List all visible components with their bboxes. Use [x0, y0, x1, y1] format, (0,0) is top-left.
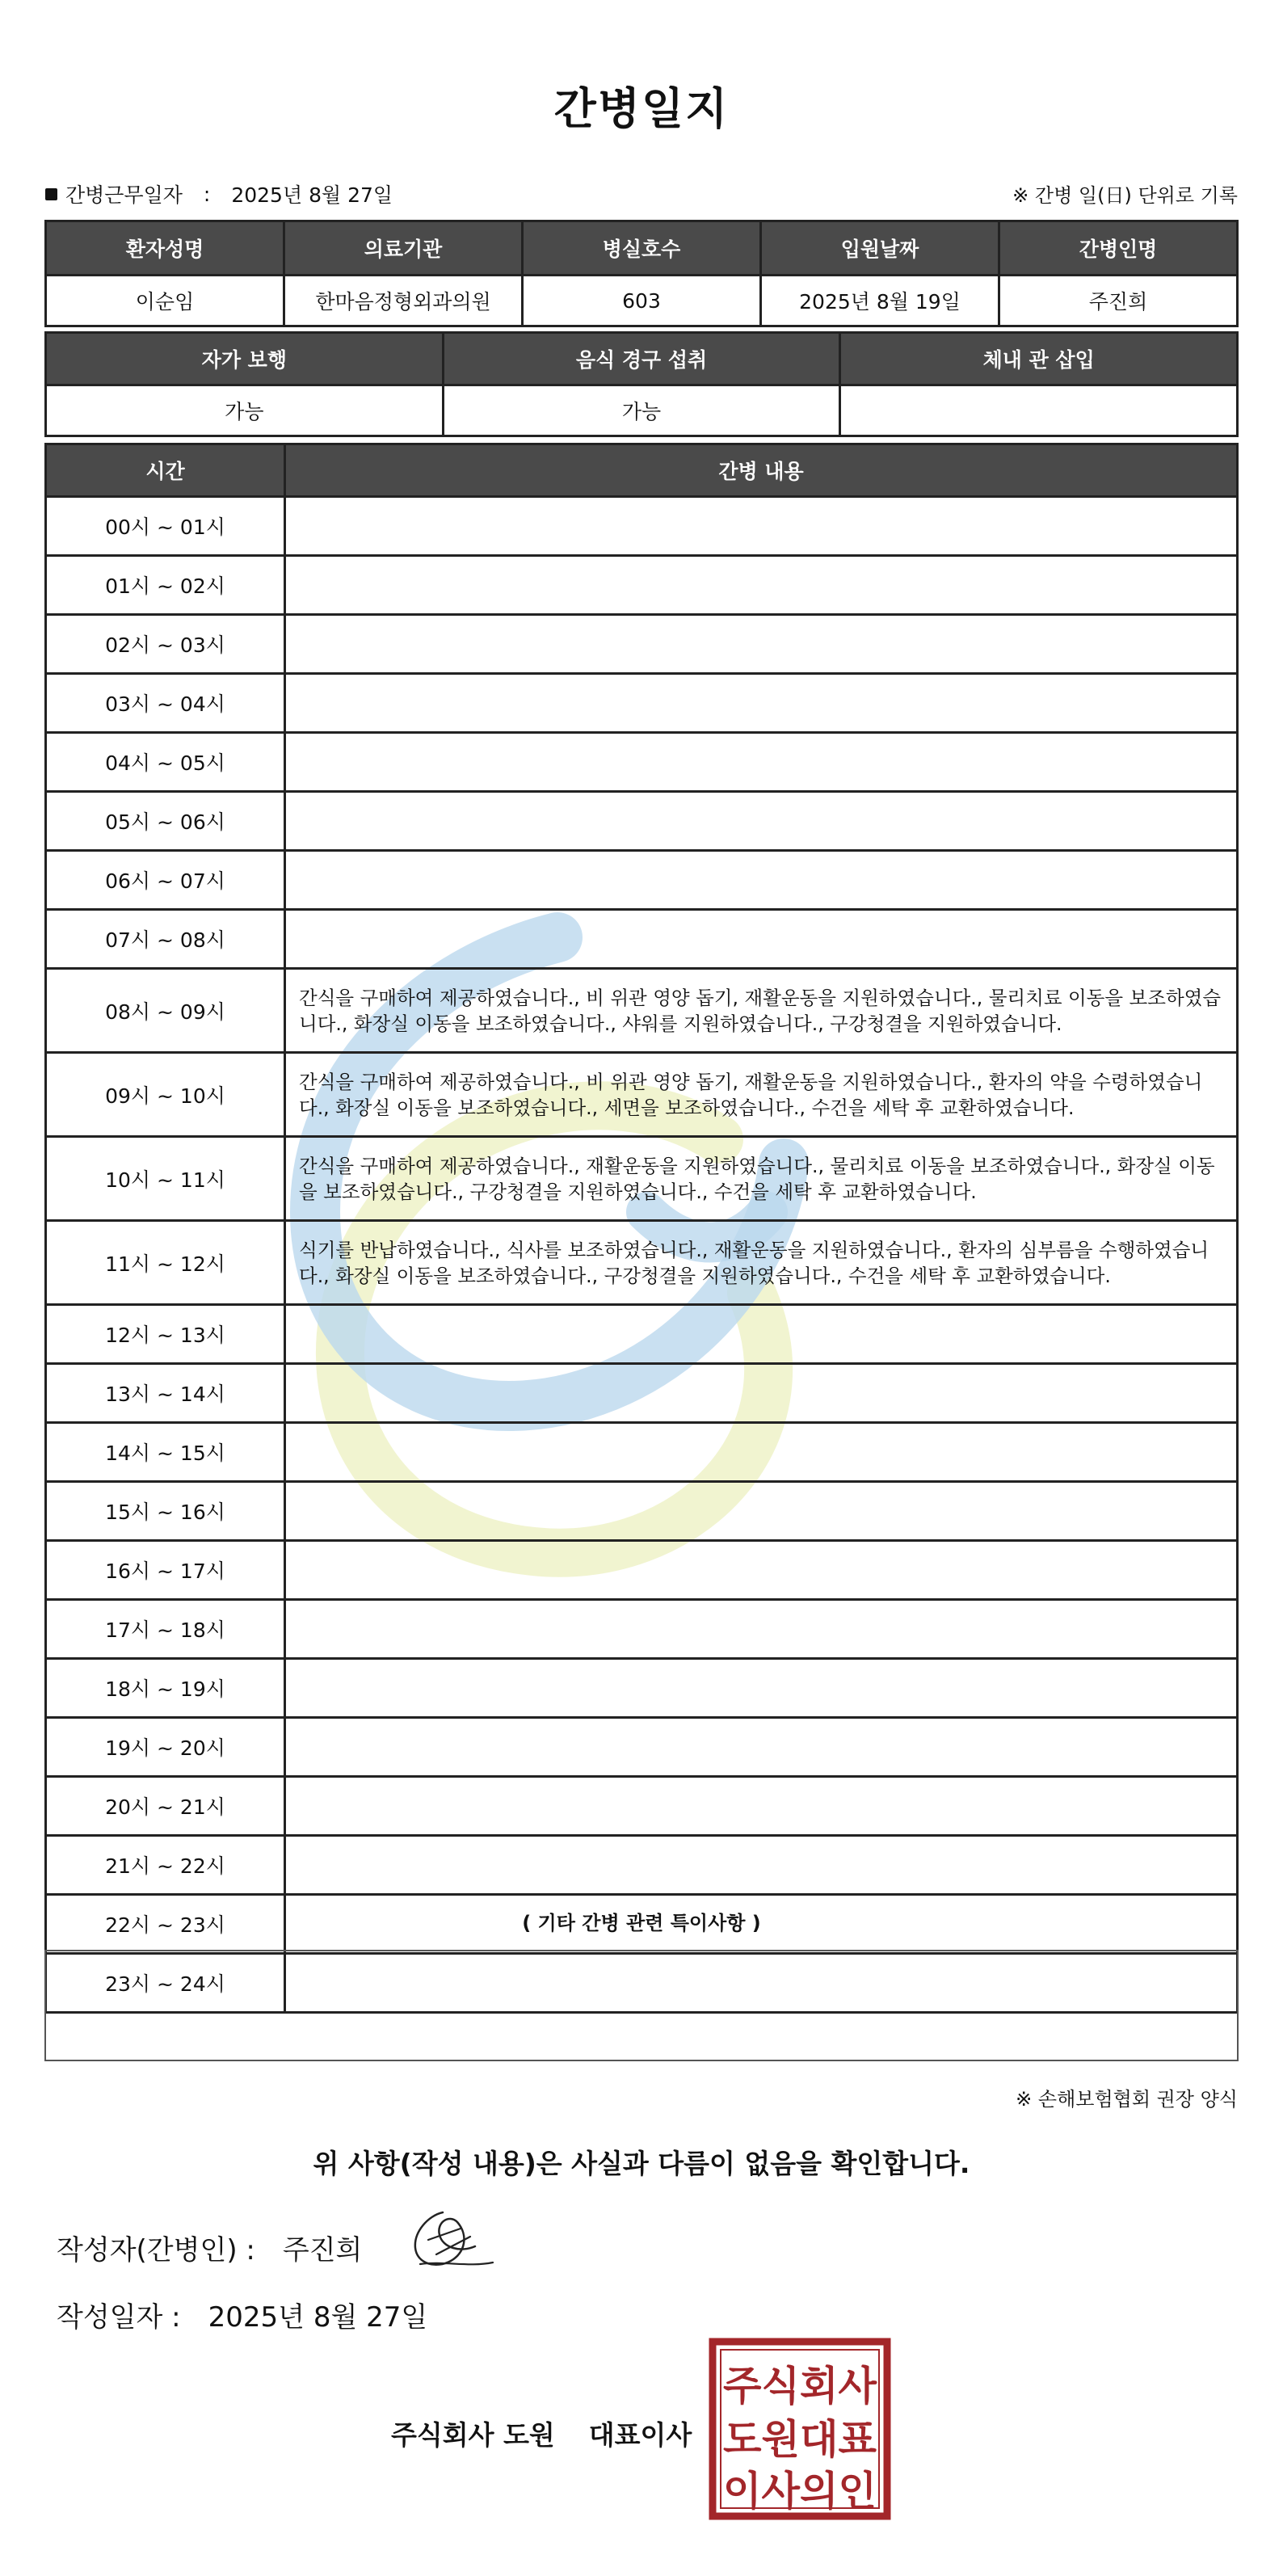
care-content	[285, 556, 1238, 615]
work-date-value: 2025년 8월 27일	[231, 183, 393, 207]
care-content	[285, 674, 1238, 733]
document-title: 간병일지	[553, 83, 730, 134]
time-slot: 04시 ~ 05시	[46, 733, 285, 792]
time-slot: 21시 ~ 22시	[46, 1836, 285, 1895]
patient-name: 이순임	[46, 276, 284, 326]
table-row	[46, 1364, 1238, 1423]
confirmation-statement: 위 사항(작성 내용)은 사실과 다름이 없음을 확인합니다.	[313, 2148, 970, 2179]
patient-info-table	[44, 220, 1239, 327]
care-log-header-row	[46, 444, 1238, 497]
written-date-label: 작성일자 :	[57, 2301, 181, 2334]
table-row	[46, 1836, 1238, 1895]
header-admission-date: 입원날짜	[761, 221, 999, 276]
table-row	[46, 1541, 1238, 1600]
header-caregiver: 간병인명	[999, 221, 1238, 276]
time-slot: 18시 ~ 19시	[46, 1659, 285, 1718]
table-row	[46, 1777, 1238, 1836]
time-slot: 08시 ~ 09시	[46, 969, 285, 1053]
header-time: 시간	[46, 444, 285, 497]
caregiver-name: 주진희	[999, 276, 1238, 326]
table-row	[46, 1600, 1238, 1659]
room-number: 603	[523, 276, 761, 326]
table-row	[46, 1053, 1238, 1137]
hospital-name: 한마음정형외과의원	[284, 276, 523, 326]
table-row	[46, 1482, 1238, 1541]
table-row	[46, 615, 1238, 674]
bullet-square-icon	[45, 188, 57, 200]
care-content	[285, 1718, 1238, 1777]
care-content	[285, 1541, 1238, 1600]
header-oral-intake: 음식 경구 섭취	[443, 333, 840, 385]
table-row	[46, 1137, 1238, 1221]
care-content	[285, 615, 1238, 674]
written-date-value: 2025년 8월 27일	[208, 2301, 428, 2334]
time-slot: 00시 ~ 01시	[46, 497, 285, 556]
table-row	[46, 497, 1238, 556]
care-content	[285, 1364, 1238, 1423]
care-content	[285, 1836, 1238, 1895]
written-date-line	[57, 2295, 427, 2334]
time-slot: 05시 ~ 06시	[46, 792, 285, 851]
care-content	[285, 497, 1238, 556]
time-slot: 22시 ~ 23시	[46, 1895, 285, 1954]
signature-mark	[404, 2204, 498, 2279]
care-log-table	[44, 443, 1239, 2014]
care-content	[285, 733, 1238, 792]
header-hospital: 의료기관	[284, 221, 523, 276]
care-content	[285, 1777, 1238, 1836]
ceo-label: 대표이사	[588, 2419, 692, 2451]
care-content: 간식을 구매하여 제공하였습니다., 비 위관 영양 돕기, 재활운동을 지원하였습니다., 물리치료 이동을 보조하였습니다., 화장실 이동을 보조하였습니다., 샤워를 지원하였습니다., 구강청결을 지원하였습니다.	[285, 969, 1238, 1053]
time-slot: 09시 ~ 10시	[46, 1053, 285, 1137]
work-date-label: 간병근무일자	[65, 183, 183, 207]
patient-info-value-row	[46, 276, 1238, 326]
time-slot: 12시 ~ 13시	[46, 1305, 285, 1364]
table-row	[46, 1305, 1238, 1364]
svg-text:이사의인: 이사의인	[723, 2468, 877, 2515]
care-content	[285, 792, 1238, 851]
time-slot: 17시 ~ 18시	[46, 1600, 285, 1659]
time-slot: 11시 ~ 12시	[46, 1221, 285, 1305]
tube-insertion-value	[840, 385, 1238, 436]
time-slot: 07시 ~ 08시	[46, 910, 285, 969]
time-slot: 13시 ~ 14시	[46, 1364, 285, 1423]
company-line	[391, 2414, 692, 2452]
table-row	[46, 1718, 1238, 1777]
care-content: 간식을 구매하여 제공하였습니다., 재활운동을 지원하였습니다., 물리치료 이동을 보조하였습니다., 화장실 이동을 보조하였습니다., 구강청결을 지원하였습니다., 수건을 세탁 후 교환하였습니다.	[285, 1137, 1238, 1221]
self-walking-value: 가능	[46, 385, 444, 436]
status-value-row	[46, 385, 1238, 436]
care-content	[285, 1659, 1238, 1718]
care-content	[285, 851, 1238, 910]
header-room: 병실호수	[523, 221, 761, 276]
header-care-content: 간병 내용	[285, 444, 1238, 497]
care-content	[285, 1423, 1238, 1482]
patient-status-table	[44, 331, 1239, 437]
header-tube-insertion: 체내 관 삽입	[840, 333, 1238, 385]
header-self-walking: 자가 보행	[46, 333, 444, 385]
form-note: ※ 손해보험협회 권장 양식	[1016, 2088, 1238, 2111]
care-content: 식기를 반납하였습니다., 식사를 보조하였습니다., 재활운동을 지원하였습니다., 환자의 심부름을 수행하였습니다., 화장실 이동을 보조하였습니다., 구강청결을 지원하였습니다., 수건을 세탁 후 교환하였습니다.	[285, 1221, 1238, 1305]
writer-label: 작성자(간병인) :	[57, 2234, 255, 2267]
time-slot: 02시 ~ 03시	[46, 615, 285, 674]
time-slot: 10시 ~ 11시	[46, 1137, 285, 1221]
remarks-box	[44, 1950, 1239, 2061]
status-header-row	[46, 333, 1238, 385]
time-slot: 03시 ~ 04시	[46, 674, 285, 733]
table-row	[46, 1221, 1238, 1305]
time-slot: 16시 ~ 17시	[46, 1541, 285, 1600]
patient-info-header-row	[46, 221, 1238, 276]
table-row	[46, 1659, 1238, 1718]
svg-text:도원대표: 도원대표	[723, 2416, 877, 2463]
table-row	[46, 1423, 1238, 1482]
remarks-label: ( 기타 간병 관련 특이사항 )	[522, 1912, 761, 1934]
admission-date: 2025년 8월 19일	[761, 276, 999, 326]
care-content	[285, 1600, 1238, 1659]
company-seal	[708, 2337, 892, 2521]
table-row	[46, 792, 1238, 851]
work-date-separator: :	[203, 182, 211, 206]
care-content: 간식을 구매하여 제공하였습니다., 비 위관 영양 돕기, 재활운동을 지원하였습니다., 환자의 약을 수령하였습니다., 화장실 이동을 보조하였습니다., 세면을 보조하였습니다., 수건을 세탁 후 교환하였습니다.	[285, 1053, 1238, 1137]
care-content	[285, 1305, 1238, 1364]
company-name: 주식회사 도원	[391, 2419, 555, 2451]
time-slot: 01시 ~ 02시	[46, 556, 285, 615]
time-slot: 06시 ~ 07시	[46, 851, 285, 910]
work-date-line	[45, 179, 393, 208]
table-row	[46, 674, 1238, 733]
time-slot: 14시 ~ 15시	[46, 1423, 285, 1482]
writer-name: 주진희	[282, 2234, 363, 2267]
time-slot: 15시 ~ 16시	[46, 1482, 285, 1541]
header-patient-name: 환자성명	[46, 221, 284, 276]
care-content	[285, 910, 1238, 969]
oral-intake-value: 가능	[443, 385, 840, 436]
time-slot: 20시 ~ 21시	[46, 1777, 285, 1836]
table-row	[46, 969, 1238, 1053]
table-row	[46, 556, 1238, 615]
time-slot: 23시 ~ 24시	[46, 1954, 285, 2013]
svg-text:주식회사: 주식회사	[723, 2363, 877, 2410]
unit-note: ※ 간병 일(日) 단위로 기록	[1012, 184, 1238, 207]
table-row	[46, 733, 1238, 792]
table-row	[46, 851, 1238, 910]
care-content	[285, 1482, 1238, 1541]
time-slot: 19시 ~ 20시	[46, 1718, 285, 1777]
table-row	[46, 910, 1238, 969]
writer-line	[57, 2228, 362, 2267]
